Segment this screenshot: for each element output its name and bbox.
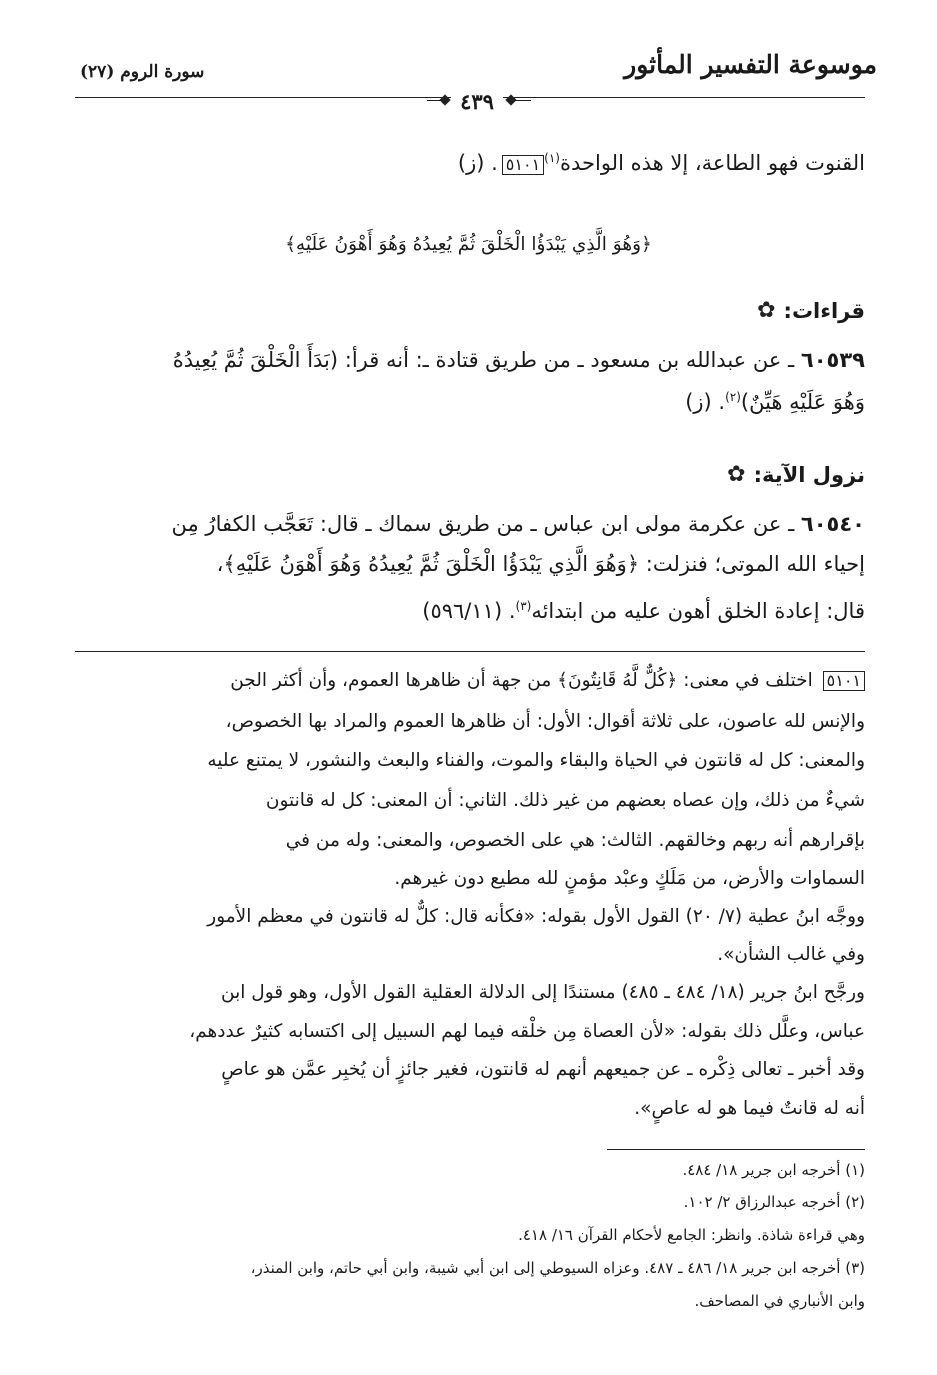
- flower-ornament-icon: ✿: [757, 298, 776, 323]
- commentary-number-box: ٥١٠١: [823, 671, 865, 691]
- page-number: ٤٣٩: [451, 89, 503, 114]
- commentary-line: وقد أخبر ـ تعالى ذِكْره ـ عن جميعهم أنهم له قانتون، فغير جائزٍ أن يُخبِر عمَّن هو عاصٍ: [221, 1059, 865, 1080]
- commentary-ref-box[interactable]: ٥١٠١: [502, 155, 544, 175]
- footnote-2: (٢) أخرجه عبدالرزاق ٢/ ١٠٢.: [683, 1193, 865, 1211]
- diamond-ornament-icon: [439, 94, 450, 105]
- commentary-line: والإنس لله عاصون، على ثلاثة أقوال: الأول: أن ظاهرها العموم والمراد بها الخصوص،: [225, 711, 865, 732]
- entry-number: ٦٠٥٤٠: [800, 512, 865, 536]
- page-number-ornament: [427, 89, 527, 113]
- footnote-2-note: وهي قراءة شاذة. وانظر: الجامع لأحكام القرآن ١٦/ ٤١٨.: [518, 1226, 865, 1244]
- nuzul-entry-line-3: قال: إعادة الخلق أهون عليه من ابتدائه$^{(٣)}$. (٥٩٦/١١): [422, 599, 865, 623]
- footnote-3-cont: وابن الأنباري في المصاحف.: [694, 1292, 865, 1310]
- book-title: موسوعة التفسير المأثور: [624, 50, 877, 79]
- commentary-line: والمعنى: كل له قانتون في الحياة والبقاء والموت، والفناء والبعث والنشور، لا يمتنع عليه: [207, 750, 865, 771]
- nuzul-entry-line-2: إحياء الله الموتى؛ فنزلت: ﴿وَهُوَ الَّذِي يَبْدَؤُا الْخَلْقَ ثُمَّ يُعِيدُهُ وَهُوَ أَهْوَنُ عَلَيْهِ﴾،: [216, 552, 865, 576]
- commentary-line: بإقرارهم أنه ربهم وخالقهم. الثالث: هي على الخصوص، والمعنى: وله من في: [285, 830, 865, 851]
- section-divider: [75, 651, 865, 652]
- section-heading-qiraat: ✿ قراءات:: [757, 298, 865, 323]
- footnote-divider: [607, 1149, 865, 1150]
- commentary-line: أنه له قانتٌ فيما هو له عاصٍ».: [634, 1098, 865, 1119]
- quran-verse: ﴿وَهُوَ الَّذِي يَبْدَؤُا الْخَلْقَ ثُمَّ يُعِيدُهُ وَهُوَ أَهْوَنُ عَلَيْهِ﴾: [285, 234, 652, 255]
- commentary-line: عباس، وعلَّل ذلك بقوله: «لأن العصاة مِن خلْقه فيما لهم السبيل إلى اكتسابه كثيرٌ عددهم،: [189, 1021, 865, 1042]
- qiraat-entry-line-1: ٦٠٥٣٩ ـ عن عبدالله بن مسعود ـ من طريق قتادة ـ: أنه قرأ: (بَدَأَ الْخَلْقَ ثُمَّ يُعِيدُهُ: [172, 348, 865, 372]
- section-heading-nuzul: ✿ نزول الآية:: [727, 462, 865, 487]
- commentary-line: وفي غالب الشأن».: [717, 944, 865, 965]
- surah-label: سورة الروم (٢٧): [80, 62, 205, 82]
- flower-ornament-icon: ✿: [727, 462, 746, 487]
- commentary-line: شيءٌ من ذلك، وإن عصاه بعضهم من غير ذلك. الثاني: أن المعنى: كل له قانتون: [265, 790, 865, 811]
- commentary-line: ورجَّح ابنُ جرير (١٨/ ٤٨٤ ـ ٤٨٥) مستندًا إلى الدلالة العقلية القول الأول، وهو قول ابن: [221, 982, 865, 1003]
- commentary-line: السماوات والأرض، من مَلَكٍ وعبْد مؤمنٍ لله مطيع دون غيرهم.: [394, 868, 865, 889]
- entry-number: ٦٠٥٣٩: [800, 348, 865, 372]
- footnote-3: (٣) أخرجه ابن جرير ١٨/ ٤٨٦ ـ ٤٨٧. وعزاه السيوطي إلى ابن أبي شيبة، وابن أبي حاتم، وابن المنذر،: [250, 1259, 865, 1277]
- qiraat-entry-line-2: وَهُوَ عَلَيْهِ هَيِّنٌ)$^{(٢)}$. (ز): [685, 390, 865, 414]
- commentary-line: ٥١٠١ اختلف في معنى: ﴿كُلٌّ لَّهُ قَانِتُونَ﴾ من جهة أن ظاهرها العموم، وأن أكثر الجن: [230, 665, 865, 697]
- commentary-line: ووجَّه ابنُ عطية (٧/ ٢٠) القول الأول بقوله: «فكأنه قال: كلٌّ له قانتون في معظم الأمور: [207, 906, 865, 927]
- nuzul-entry-line-1: ٦٠٥٤٠ ـ عن عكرمة مولى ابن عباس ـ من طريق سماك ـ قال: تَعَجَّب الكفارُ مِن: [171, 512, 865, 536]
- opening-line: القنوت فهو الطاعة، إلا هذه الواحدة$^{(١)}$٥١٠١. (ز): [457, 151, 865, 175]
- footnote-1: (١) أخرجه ابن جرير ١٨/ ٤٨٤.: [682, 1161, 865, 1179]
